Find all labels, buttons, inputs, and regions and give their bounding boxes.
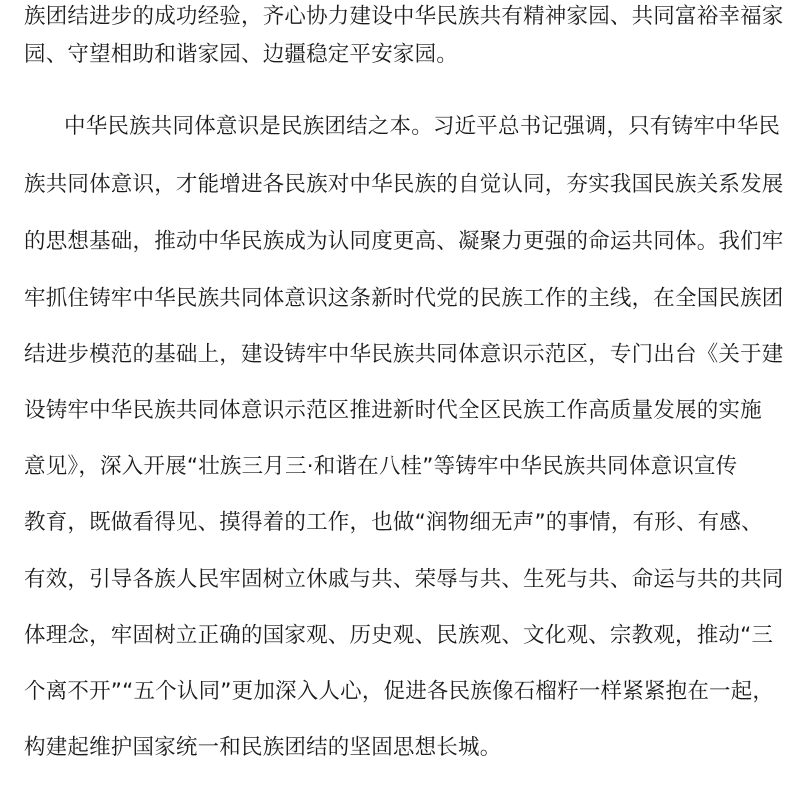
paragraph-line: 有效，引导各族人民牢固树立休戚与共、荣辱与共、生死与共、命运与共的共同 (24, 567, 784, 592)
paragraph-line: 中华民族共同体意识是民族团结之本。习近平总书记强调，只有铸牢中华民 (64, 114, 781, 139)
paragraph-line: 个离不开”“五个认同”更加深入人心，促进各民族像石榴籽一样紧紧抱在一起， (24, 679, 775, 704)
paragraph-line: 结进步模范的基础上，建设铸牢中华民族共同体意识示范区，专门出台《关于建 (24, 342, 784, 367)
paragraph-line: 族团结进步的成功经验，齐心协力建设中华民族共有精神家园、共同富裕幸福家 (24, 4, 784, 29)
paragraph-line: 意见》，深入开展“壮族三月三·和谐在八桂”等铸牢中华民族共同体意识宣传 (24, 454, 738, 479)
paragraph-line: 体理念，牢固树立正确的国家观、历史观、民族观、文化观、宗教观，推动“三 (24, 623, 774, 648)
paragraph-line: 构建起维护国家统一和民族团结的坚固思想长城。 (24, 735, 502, 760)
paragraph-line: 牢抓住铸牢中华民族共同体意识这条新时代党的民族工作的主线，在全国民族团 (24, 286, 784, 311)
paragraph-line: 设铸牢中华民族共同体意识示范区推进新时代全区民族工作高质量发展的实施 (24, 398, 762, 423)
paragraph-line: 教育，既做看得见、摸得着的工作，也做“润物细无声”的事情，有形、有感、 (24, 510, 763, 535)
paragraph-line: 族共同体意识，才能增进各民族对中华民族的自觉认同，夯实我国民族关系发展 (24, 172, 784, 197)
paragraph-line: 园、守望相助和谐家园、边疆稳定平安家园。 (24, 42, 459, 67)
paragraph-line: 的思想基础，推动中华民族成为认同度更高、凝聚力更强的命运共同体。我们牢 (24, 229, 784, 254)
